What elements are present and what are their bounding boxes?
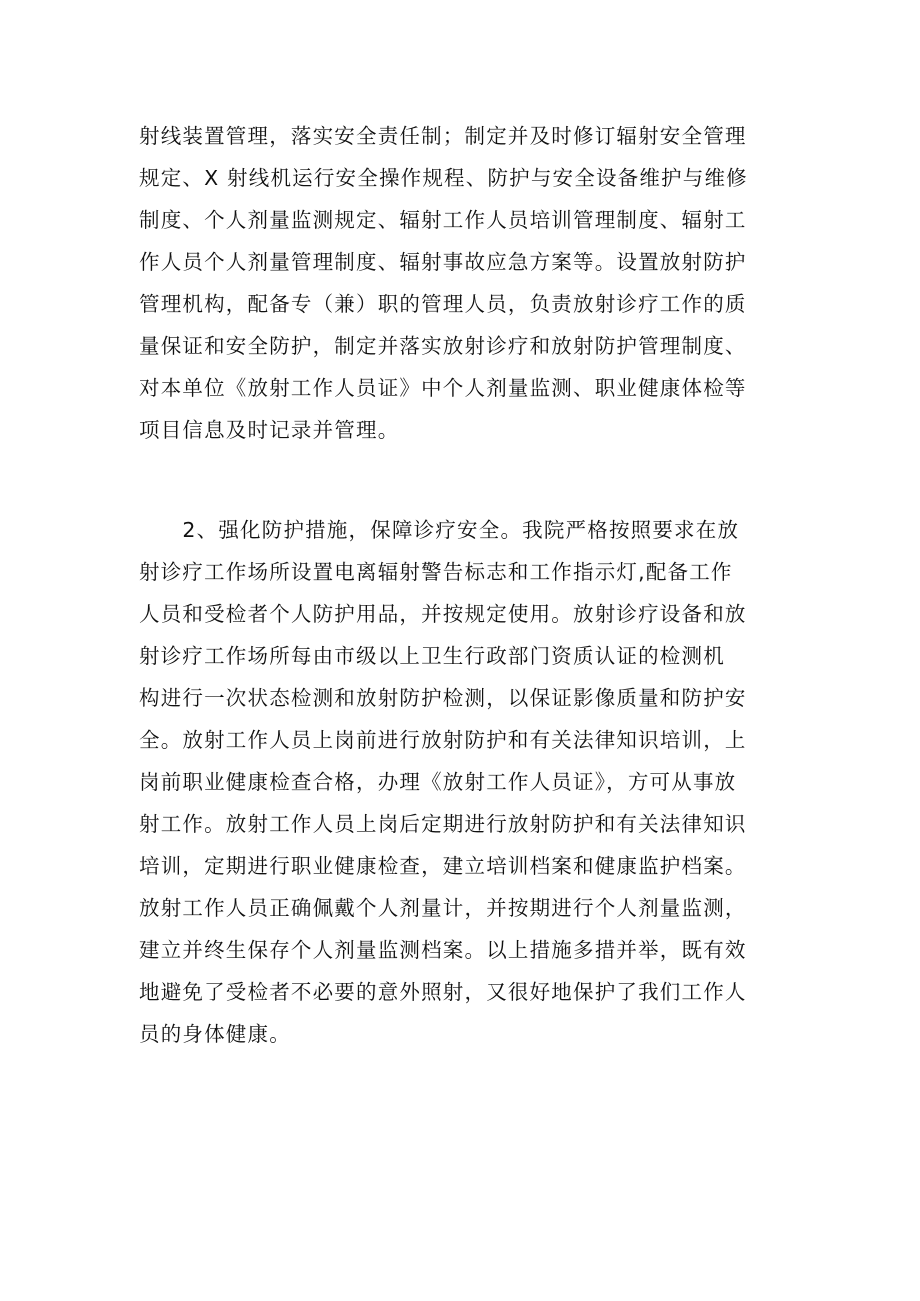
text-line: 构进行一次状态检测和放射防护检测，以保证影像质量和防护安 (139, 686, 747, 710)
text-line: 管理机构，配备专（兼）职的管理人员，负责放射诊疗工作的质 (139, 292, 747, 316)
text-line: 射诊疗工作场所每由市级以上卫生行政部门资质认证的检测机 (139, 644, 725, 668)
text-line: 放射工作人员正确佩戴个人剂量计，并按期进行个人剂量监测， (139, 896, 747, 920)
text-line: 培训，定期进行职业健康检查，建立培训档案和健康监护档案。 (139, 854, 747, 878)
text-line: 2、强化防护措施，保障诊疗安全。我院严格按照要求在放 (139, 518, 740, 542)
text-line: 建立并终生保存个人剂量监测档案。以上措施多措并举，既有效 (139, 938, 747, 962)
paragraph-protection-measures (139, 509, 799, 1055)
paragraph-radiation-management (139, 115, 799, 451)
text-line: 员的身体健康。 (139, 1022, 291, 1046)
text-line: 射线装置管理，落实安全责任制；制定并及时修订辐射安全管理 (139, 124, 747, 148)
text-line: 作人员个人剂量管理制度、辐射事故应急方案等。设置放射防护 (139, 250, 747, 274)
text-line: 地避免了受检者不必要的意外照射，又很好地保护了我们工作人 (139, 980, 747, 1004)
text-line: 对本单位《放射工作人员证》中个人剂量监测、职业健康体检等 (139, 376, 747, 400)
text-line: 射诊疗工作场所设置电离辐射警告标志和工作指示灯,配备工作 (139, 560, 733, 584)
text-line: 射工作。放射工作人员上岗后定期进行放射防护和有关法律知识 (139, 812, 747, 836)
text-line: 人员和受检者个人防护用品，并按规定使用。放射诊疗设备和放 (139, 602, 747, 626)
text-line: 全。放射工作人员上岗前进行放射防护和有关法律知识培训，上 (139, 728, 747, 752)
text-line: 量保证和安全防护，制定并落实放射诊疗和放射防护管理制度、 (139, 334, 747, 358)
text-line: 项目信息及时记录并管理。 (139, 418, 400, 442)
text-line: 岗前职业健康检查合格，办理《放射工作人员证》，方可从事放 (139, 770, 737, 794)
text-line: 规定、X 射线机运行安全操作规程、防护与安全设备维护与维修 (139, 166, 748, 190)
text-line: 制度、个人剂量监测规定、辐射工作人员培训管理制度、辐射工 (139, 208, 747, 232)
